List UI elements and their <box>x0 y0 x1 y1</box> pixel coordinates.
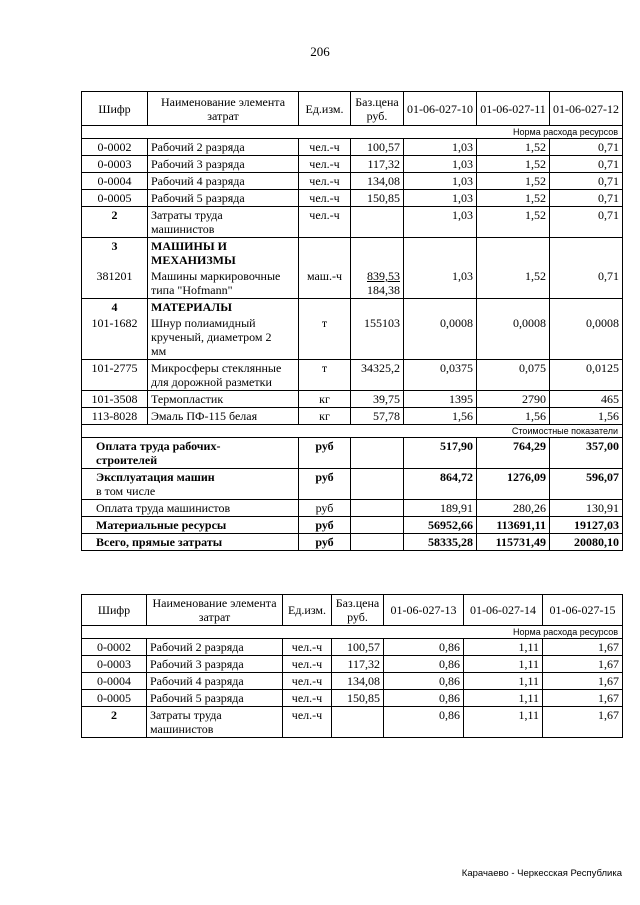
cost-unit: руб <box>299 500 351 517</box>
footer-region: Карачаево - Черкесская Республика <box>461 868 622 879</box>
row-price <box>351 238 404 269</box>
header-code: Шифр <box>82 595 147 626</box>
row-unit: т <box>299 360 351 391</box>
row-unit: кг <box>299 391 351 408</box>
labor-row <box>82 139 623 156</box>
machinists-row <box>82 207 623 238</box>
header-col-2: 01-06-027-14 <box>464 595 543 626</box>
row-value-1: 0,86 <box>384 639 464 656</box>
name-line: Микросферы стеклянные <box>151 361 282 375</box>
header-price: Баз.цена руб. <box>332 595 384 626</box>
row-value-3: 1,56 <box>550 408 623 425</box>
machine-row <box>82 268 623 299</box>
row-code: 0-0005 <box>82 190 148 207</box>
row-value-3: 0,71 <box>550 190 623 207</box>
cost-name <box>82 517 299 534</box>
cost-value-2: 764,29 <box>477 438 550 469</box>
row-price: 34325,2 <box>351 360 404 391</box>
row-unit: чел.-ч <box>283 673 332 690</box>
row-unit <box>299 238 351 269</box>
row-unit: чел.-ч <box>299 139 351 156</box>
machines-section-row <box>82 238 623 269</box>
row-value-3: 0,71 <box>550 139 623 156</box>
section-title <box>148 238 299 269</box>
row-price: 100,57 <box>332 639 384 656</box>
cost-value-1: 56952,66 <box>404 517 477 534</box>
row-value-1: 1,03 <box>404 139 477 156</box>
row-unit: чел.-ч <box>283 639 332 656</box>
row-code: 0-0004 <box>82 173 148 190</box>
name-line: Машины маркировочные <box>151 269 281 283</box>
name-line: Оплата труда машинистов <box>96 501 231 515</box>
cost-value-3: 20080,10 <box>550 534 623 551</box>
row-price: 155103 <box>351 315 404 360</box>
header-unit: Ед.изм. <box>283 595 332 626</box>
row-value-2: 1,11 <box>464 656 543 673</box>
name-line: строителей <box>96 453 158 467</box>
header-col-1: 01-06-027-10 <box>404 92 477 126</box>
cost-value-2: 113691,11 <box>477 517 550 534</box>
row-value-2: 1,56 <box>477 408 550 425</box>
row-value-1: 0,0008 <box>404 315 477 360</box>
cost-unit: руб <box>299 438 351 469</box>
labor-row <box>82 673 623 690</box>
name-line: Термопластик <box>151 392 224 406</box>
row-code: 0-0003 <box>82 156 148 173</box>
header-name: Наименование элемента затрат <box>148 92 299 126</box>
name-line: Материальные ресурсы <box>96 518 227 532</box>
row-value-3: 0,71 <box>550 268 623 299</box>
row-price: 134,08 <box>332 673 384 690</box>
labor-row <box>82 639 623 656</box>
labor-row <box>82 173 623 190</box>
cost-value-1: 864,72 <box>404 469 477 500</box>
norm-label: Норма расхода ресурсов <box>82 626 623 639</box>
row-name: Рабочий 2 разряда <box>147 639 283 656</box>
row-value-1: 1,03 <box>404 207 477 238</box>
cost-value-1: 58335,28 <box>404 534 477 551</box>
row-unit: чел.-ч <box>299 190 351 207</box>
row-code: 2 <box>82 207 148 238</box>
name-line: Эмаль ПФ-115 белая <box>151 409 258 423</box>
row-value-2 <box>477 299 550 316</box>
row-value-3: 0,71 <box>550 156 623 173</box>
row-code: 0-0002 <box>82 139 148 156</box>
row-value-1: 1,03 <box>404 190 477 207</box>
row-name <box>148 315 299 360</box>
row-price: 150,85 <box>332 690 384 707</box>
cost-row <box>82 534 623 551</box>
cost-price <box>351 500 404 517</box>
header-col-1: 01-06-027-13 <box>384 595 464 626</box>
cost-value-1: 189,91 <box>404 500 477 517</box>
cost-row <box>82 438 623 469</box>
name-line: 184,38 <box>367 283 400 297</box>
row-unit: чел.-ч <box>299 156 351 173</box>
row-value-2: 1,52 <box>477 156 550 173</box>
row-value-3: 1,67 <box>543 673 623 690</box>
cost-price <box>351 517 404 534</box>
name-line: машинистов <box>150 722 214 736</box>
row-code: 0-0004 <box>82 673 147 690</box>
cost-value-2: 280,26 <box>477 500 550 517</box>
machinists-row <box>82 707 623 738</box>
row-value-2 <box>477 238 550 269</box>
name-line: Затраты труда <box>151 208 223 222</box>
labor-row <box>82 656 623 673</box>
row-unit: маш.-ч <box>299 268 351 299</box>
row-value-2: 1,52 <box>477 268 550 299</box>
row-name: Рабочий 4 разряда <box>148 173 299 190</box>
cost-row <box>82 469 623 500</box>
row-value-3: 1,67 <box>543 639 623 656</box>
row-code: 2 <box>82 707 147 738</box>
cost-value-3: 357,00 <box>550 438 623 469</box>
cost-price <box>351 534 404 551</box>
row-value-3: 0,0008 <box>550 315 623 360</box>
materials-section-row <box>82 299 623 316</box>
row-code: 0-0005 <box>82 690 147 707</box>
row-value-2: 0,075 <box>477 360 550 391</box>
cost-value-1: 517,90 <box>404 438 477 469</box>
row-price <box>351 299 404 316</box>
row-unit: чел.-ч <box>283 690 332 707</box>
cost-value-2: 115731,49 <box>477 534 550 551</box>
name-line: Затраты труда <box>150 708 222 722</box>
row-value-3: 0,71 <box>550 207 623 238</box>
name-line: типа "Hofmann" <box>151 283 233 297</box>
name-line: Шнур полиамидный <box>151 316 256 330</box>
row-value-1: 0,86 <box>384 707 464 738</box>
row-name: Рабочий 4 разряда <box>147 673 283 690</box>
cost-row <box>82 500 623 517</box>
row-value-3: 465 <box>550 391 623 408</box>
cost-unit: руб <box>299 534 351 551</box>
row-unit: чел.-ч <box>283 707 332 738</box>
cost-label-row <box>82 425 623 438</box>
row-value-3 <box>550 238 623 269</box>
row-value-1: 0,86 <box>384 656 464 673</box>
row-value-1: 0,0375 <box>404 360 477 391</box>
cost-price <box>351 469 404 500</box>
header-col-2: 01-06-027-11 <box>477 92 550 126</box>
row-name: Рабочий 3 разряда <box>148 156 299 173</box>
name-line: МЕХАНИЗМЫ <box>151 253 236 267</box>
row-value-2: 1,11 <box>464 673 543 690</box>
row-name: Рабочий 2 разряда <box>148 139 299 156</box>
name-line: МАШИНЫ И <box>151 239 227 253</box>
name-line: крученый, диаметром 2 <box>151 330 272 344</box>
row-value-2: 1,52 <box>477 190 550 207</box>
name-line: мм <box>151 344 167 358</box>
cost-value-3: 130,91 <box>550 500 623 517</box>
row-name: Рабочий 5 разряда <box>148 190 299 207</box>
row-price: 39,75 <box>351 391 404 408</box>
cost-name <box>82 438 299 469</box>
row-value-1: 1,03 <box>404 156 477 173</box>
name-line: для дорожной разметки <box>151 375 272 389</box>
row-value-2: 0,0008 <box>477 315 550 360</box>
labor-row <box>82 190 623 207</box>
row-value-2: 1,11 <box>464 639 543 656</box>
row-name: Рабочий 3 разряда <box>147 656 283 673</box>
header-code: Шифр <box>82 92 148 126</box>
row-value-1: 0,86 <box>384 673 464 690</box>
row-price <box>351 207 404 238</box>
name-line: Оплата труда рабочих- <box>96 439 221 453</box>
row-value-2: 2790 <box>477 391 550 408</box>
cost-value-3: 596,07 <box>550 469 623 500</box>
row-name <box>148 207 299 238</box>
row-code: 0-0002 <box>82 639 147 656</box>
cost-price <box>351 438 404 469</box>
row-value-1: 0,86 <box>384 690 464 707</box>
material-row <box>82 315 623 360</box>
row-value-1: 1,03 <box>404 173 477 190</box>
row-value-2: 1,11 <box>464 690 543 707</box>
row-price: 100,57 <box>351 139 404 156</box>
row-value-3: 0,0125 <box>550 360 623 391</box>
row-code: 101-1682 <box>82 315 148 360</box>
row-value-1 <box>404 299 477 316</box>
labor-row <box>82 156 623 173</box>
cost-label: Стоимостные показатели <box>82 425 623 438</box>
row-value-1 <box>404 238 477 269</box>
name-line: 839,53 <box>367 269 400 283</box>
row-name <box>148 360 299 391</box>
name-line: Эксплуатация машин <box>96 470 215 484</box>
row-code: 0-0003 <box>82 656 147 673</box>
page-number: 206 <box>310 44 330 59</box>
header-name: Наименование элемента затрат <box>147 595 283 626</box>
resource-table-2 <box>81 594 623 738</box>
cost-value-2: 1276,09 <box>477 469 550 500</box>
table-header-row <box>82 92 623 126</box>
row-price: 117,32 <box>351 156 404 173</box>
table-header-row <box>82 595 623 626</box>
row-price: 150,85 <box>351 190 404 207</box>
row-code: 4 <box>82 299 148 316</box>
norm-label: Норма расхода ресурсов <box>82 126 623 139</box>
row-value-3: 1,67 <box>543 707 623 738</box>
row-price: 57,78 <box>351 408 404 425</box>
row-value-2: 1,52 <box>477 139 550 156</box>
row-name <box>148 268 299 299</box>
cost-unit: руб <box>299 517 351 534</box>
row-value-1: 1,56 <box>404 408 477 425</box>
material-row <box>82 391 623 408</box>
row-unit <box>299 299 351 316</box>
row-unit: т <box>299 315 351 360</box>
cost-name <box>82 469 299 500</box>
row-price: 117,32 <box>332 656 384 673</box>
row-value-2: 1,11 <box>464 707 543 738</box>
name-line: Всего, прямые затраты <box>96 535 223 549</box>
cost-name <box>82 500 299 517</box>
row-code: 101-3508 <box>82 391 148 408</box>
row-value-3: 0,71 <box>550 173 623 190</box>
row-code: 101-2775 <box>82 360 148 391</box>
header-unit: Ед.изм. <box>299 92 351 126</box>
row-price <box>332 707 384 738</box>
cost-value-3: 19127,03 <box>550 517 623 534</box>
cost-name <box>82 534 299 551</box>
labor-row <box>82 690 623 707</box>
material-row <box>82 360 623 391</box>
row-value-3 <box>550 299 623 316</box>
name-line: в том числе <box>96 484 156 498</box>
row-code: 381201 <box>82 268 148 299</box>
cost-unit: руб <box>299 469 351 500</box>
cost-row <box>82 517 623 534</box>
row-code: 3 <box>82 238 148 269</box>
section-title: МАТЕРИАЛЫ <box>148 299 299 316</box>
row-unit: чел.-ч <box>299 173 351 190</box>
row-name: Рабочий 5 разряда <box>147 690 283 707</box>
row-code: 113-8028 <box>82 408 148 425</box>
material-row <box>82 408 623 425</box>
resource-table-1 <box>81 91 623 551</box>
row-value-2: 1,52 <box>477 173 550 190</box>
row-name <box>148 391 299 408</box>
row-value-2: 1,52 <box>477 207 550 238</box>
row-value-3: 1,67 <box>543 690 623 707</box>
header-col-3: 01-06-027-12 <box>550 92 623 126</box>
row-unit: чел.-ч <box>283 656 332 673</box>
row-price: 134,08 <box>351 173 404 190</box>
header-price: Баз.цена руб. <box>351 92 404 126</box>
row-value-1: 1395 <box>404 391 477 408</box>
row-name <box>148 408 299 425</box>
row-unit: кг <box>299 408 351 425</box>
row-price <box>351 268 404 299</box>
name-line: машинистов <box>151 222 215 236</box>
header-col-3: 01-06-027-15 <box>543 595 623 626</box>
row-name <box>147 707 283 738</box>
row-value-1: 1,03 <box>404 268 477 299</box>
row-unit: чел.-ч <box>299 207 351 238</box>
row-value-3: 1,67 <box>543 656 623 673</box>
